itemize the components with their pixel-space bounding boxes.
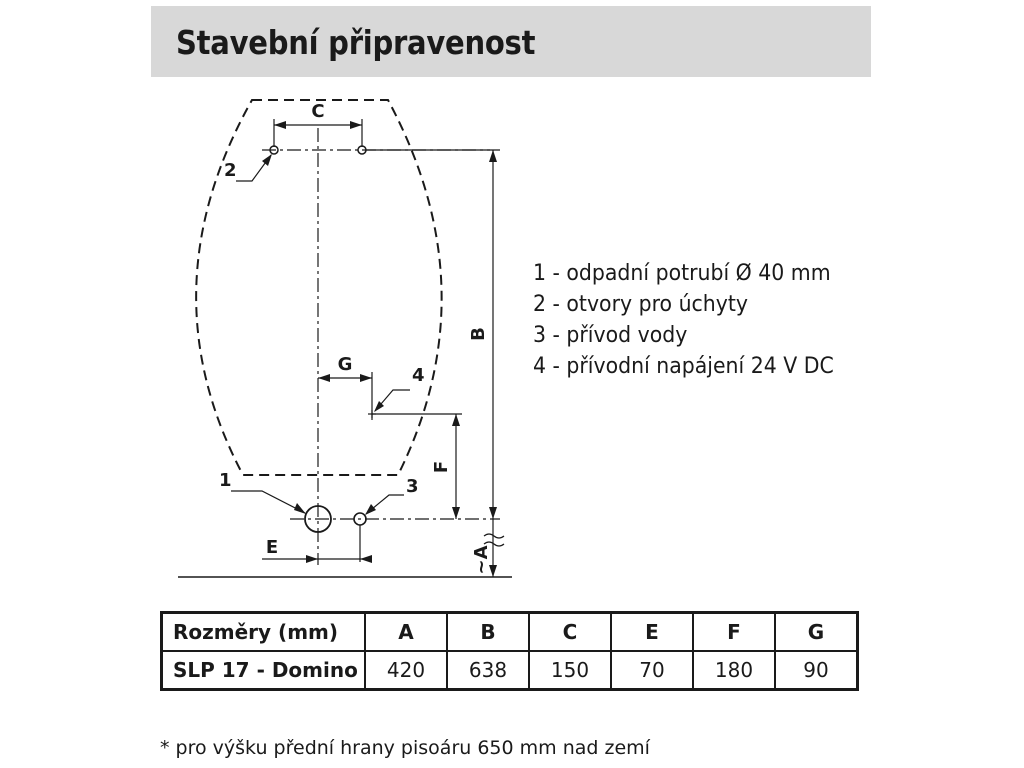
callout-2: 2 [224, 160, 237, 181]
dim-e-label: E [265, 537, 279, 558]
callout-4: 4 [412, 365, 425, 386]
table-header-cell: C [529, 613, 611, 652]
table-cell: SLP 17 - Domino [162, 651, 366, 690]
legend-item: 3 - přívod vody [533, 323, 688, 348]
legend-item: 1 - odpadní potrubí Ø 40 mm [533, 261, 831, 286]
legend-item: 4 - přívodní napájení 24 V DC [533, 354, 834, 379]
table-header-cell: Rozměry (mm) [162, 613, 366, 652]
dim-g-label: G [337, 354, 353, 375]
table-header-row [162, 613, 858, 652]
dimensions-table [160, 611, 859, 691]
legend-item: 2 - otvory pro úchyty [533, 292, 748, 317]
dim-f-label: F [431, 460, 452, 474]
table-cell: 638 [447, 651, 529, 690]
urinal-outline [196, 100, 441, 475]
callout-1: 1 [219, 470, 232, 491]
table-header-cell: E [611, 613, 693, 652]
table-cell: 70 [611, 651, 693, 690]
dim-a-label: ~A [471, 545, 492, 575]
dim-c-label: C [311, 101, 325, 122]
footnote: * pro výšku přední hrany pisoáru 650 mm nad zemí [160, 737, 650, 759]
table-row [162, 651, 858, 690]
table-cell: 420 [365, 651, 447, 690]
table-cell: 180 [693, 651, 775, 690]
table-header-cell: F [693, 613, 775, 652]
table-cell: 150 [529, 651, 611, 690]
table-header-cell: B [447, 613, 529, 652]
section-title: Stavební připravenost [176, 23, 536, 62]
dim-b-label: B [468, 327, 489, 341]
legend [533, 258, 856, 382]
table-header-cell: G [775, 613, 858, 652]
callout-3: 3 [406, 476, 419, 497]
table-header-cell: A [365, 613, 447, 652]
table-cell: 90 [775, 651, 858, 690]
